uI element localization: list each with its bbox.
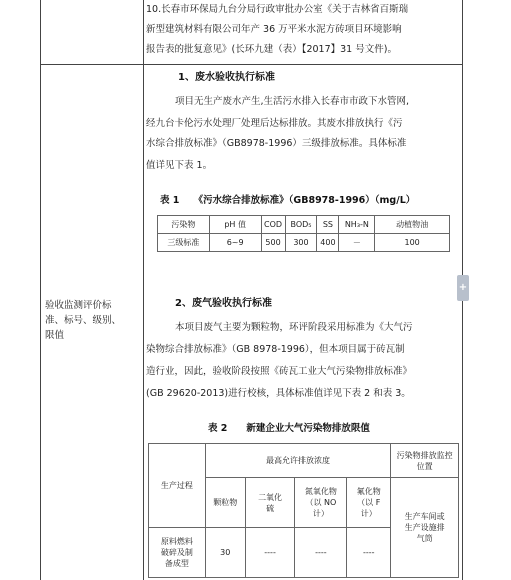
top-paragraph-line-2: 新型建筑材料有限公司年产 36 万平米水泥方砖项目环境影响 [146, 24, 402, 35]
table1-header-ss: SS [317, 216, 339, 234]
table2-monitor-value [391, 478, 459, 578]
frame-left-line [40, 0, 41, 580]
table2-sub-f-line1: 氟化物 [356, 487, 381, 496]
table1-header-ph: pH 值 [209, 216, 261, 234]
table2-header-monitor [391, 444, 459, 478]
table2-caption: 表 2 新建企业大气污染物排放限值 [208, 423, 370, 434]
section1-line-1: 项目无生产废水产生,生活污水排入长春市市政下水管网, [175, 96, 410, 107]
table2-sub-nox-line1: 氮氧化物 [304, 487, 337, 496]
table2-header-limit: 最高允许排放浓度 [205, 444, 390, 478]
row-divider-line [40, 64, 463, 65]
table2-row-f: ---- [347, 528, 391, 578]
table2-sub-f-line3: 计） [360, 509, 377, 518]
section2-heading: 2、废气验收执行标准 [175, 298, 272, 309]
table2-sub-so2-line1: 二氧化 [258, 492, 283, 502]
section2-line-4: (GB 29620-2013)进行校核，具体标准值详见下表 2 和表 3。 [146, 388, 411, 399]
table1-cell-nh3n: － [339, 234, 375, 252]
table1-header-bod: BOD₅ [285, 216, 317, 234]
side-expand-tab[interactable] [457, 275, 469, 301]
table1-header-oil: 动植物油 [375, 216, 450, 234]
table1-cell-level: 三级标准 [158, 234, 210, 252]
table2-sub-nox [295, 478, 347, 528]
top-paragraph-line-3: 报告表的批复意见》(长环九建（表）【2017】31 号文件)。 [146, 44, 397, 55]
table2-row-pm: 30 [205, 528, 245, 578]
table2-sub-so2-line2: 硫 [266, 503, 275, 513]
top-paragraph-line-1: 10.长春市环保局九台分局行政审批办公室《关于吉林省百斯瑞 [146, 4, 409, 15]
table2 [148, 443, 459, 578]
table2-monitor-line2: 生产设施排 [404, 523, 445, 532]
table2-header-process: 生产过程 [149, 444, 206, 528]
table2-sub-f [347, 478, 391, 528]
table1-header-cod: COD [261, 216, 285, 234]
table2-sub-pm: 颗粒物 [205, 478, 245, 528]
left-label-line-1: 验收监测评价标 [45, 300, 112, 311]
table1-cell-oil: 100 [375, 234, 450, 252]
table1-header-pollutant: 污染物 [158, 216, 210, 234]
table1-cell-cod: 500 [261, 234, 285, 252]
plus-icon: + [458, 282, 468, 293]
table2-row-process-line1: 原料燃料 [160, 537, 193, 546]
table1-caption: 表 1 《污水综合排放标准》（GB8978-1996）（mg/L） [160, 195, 416, 206]
table2-sub-so2 [245, 478, 295, 528]
section2-line-2: 染物综合排放标准》（GB 8978-1996），但本项目属于砖瓦制 [146, 344, 405, 355]
table1-cell-bod: 300 [285, 234, 317, 252]
table1-header-nh3n: NH₃-N [339, 216, 375, 234]
table2-sub-f-line2: （以 F [357, 498, 381, 507]
table2-monitor-line3: 气筒 [416, 534, 433, 543]
table2-header-monitor-text: 污染物排放监控位置 [396, 450, 453, 471]
table1 [157, 215, 450, 252]
section1-heading: 1、废水验收执行标准 [178, 72, 275, 83]
table2-row-process-line3: 备成型 [164, 559, 189, 568]
section1-line-3: 水综合排放标准》（GB8978-1996）三级排放标准。具体标准 [146, 138, 407, 149]
left-label-line-3: 限值 [45, 330, 65, 341]
section2-line-1: 本项目废气主要为颗粒物，环评阶段采用标准为《大气污 [175, 322, 413, 333]
section1-line-4: 值详见下表 1。 [146, 160, 213, 171]
table2-sub-nox-line3: 计） [312, 509, 329, 518]
section2-line-3: 造行业，因此，验收阶段按照《砖瓦工业大气污染物排放标准》 [146, 366, 413, 377]
table2-sub-nox-line2: （以 NO [305, 498, 337, 507]
table2-row-so2: ---- [245, 528, 295, 578]
table1-cell-ph: 6~9 [209, 234, 261, 252]
section1-line-2: 经九台卡伦污水处理厂处理后达标排放。其废水排放执行《污 [146, 118, 403, 129]
table2-row-process-line2: 破碎及制 [160, 548, 193, 557]
table1-cell-ss: 400 [317, 234, 339, 252]
frame-divider-line [143, 0, 144, 580]
table2-row-process [149, 528, 206, 578]
left-label-line-2: 准、标号、级别、 [45, 315, 122, 326]
table2-row-nox: ---- [295, 528, 347, 578]
table2-monitor-line1: 生产车间或 [404, 512, 445, 521]
